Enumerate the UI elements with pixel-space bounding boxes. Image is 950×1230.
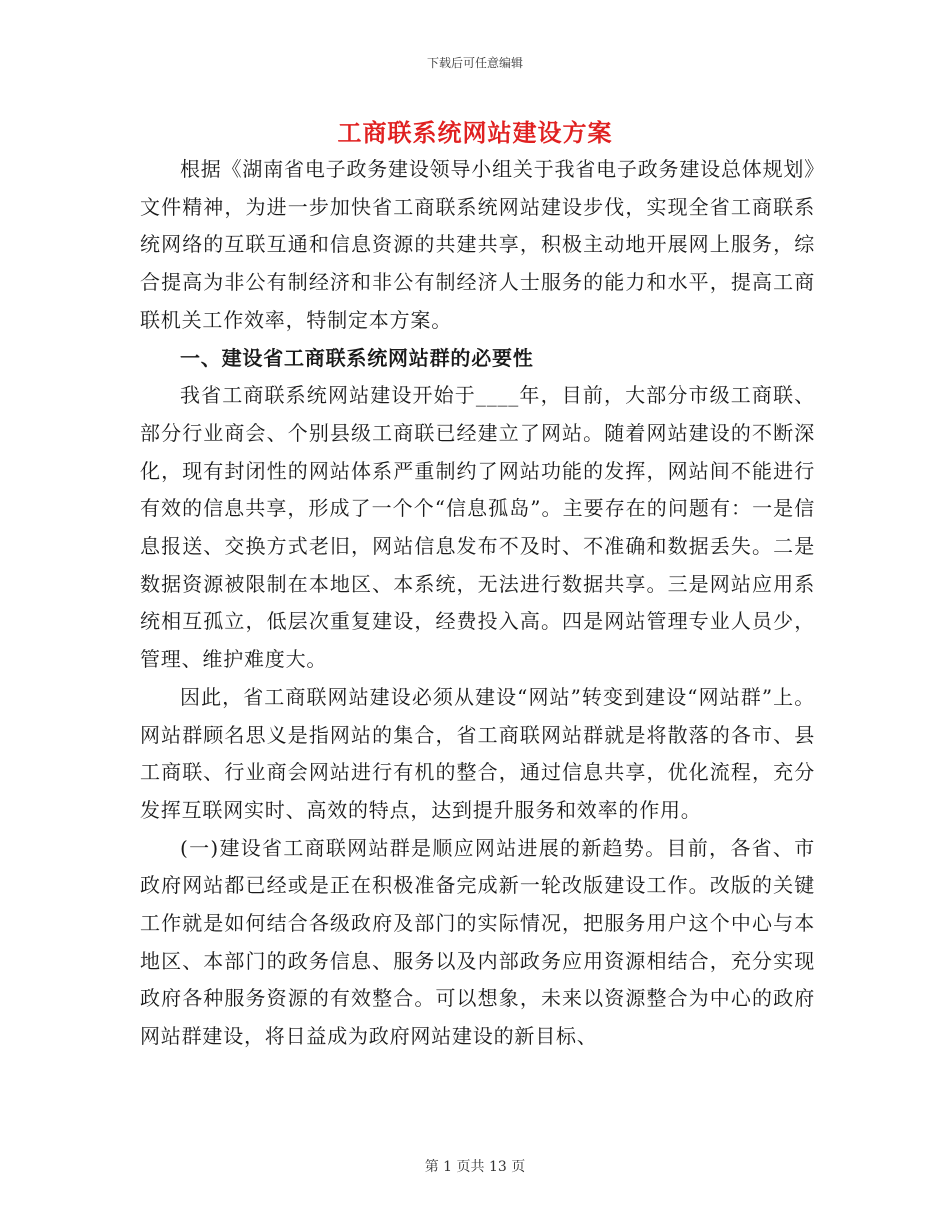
paragraph-background: 我省工商联系统网站建设开始于____年，目前，大部分市级工商联、部分行业商会、个别县级工商联已经建立了网站。随着网站建设的不断深化，现有封闭性的网站体系严重制约了网站功能的发挥，网站间不能进行有效的信息共享，形成了一个个“信息孤岛”。主要存在的问题有：一是信息报送、交换方式老旧，网站信息发布不及时、不准确和数据丢失。二是数据资源被限制在本地区、本系统，无法进行数据共享。三是网站应用系统相互孤立，低层次重复建设，经费投入高。四是网站管理专业人员少，管理、维护难度大。 [140,383,815,672]
document-body [140,151,815,1056]
page-footer: 第 1 页共 13 页 [424,1159,526,1175]
paragraph-website-group: 因此，省工商联网站建设必须从建设“网站”转变到建设“网站群”上。网站群顾名思义是指网站的集合，省工商联网站群就是将散落的各市、县工商联、行业商会网站进行有机的整合，通过信息共享，优化流程，充分发挥互联网实时、高效的特点，达到提升服务和效率的作用。 [140,684,815,822]
paragraph-intro: 根据《湖南省电子政务建设领导小组关于我省电子政务建设总体规划》文件精神，为进一步加快省工商联系统网站建设步伐，实现全省工商联系统网络的互联互通和信息资源的共建共享，积极主动地开展网上服务，综合提高为非公有制经济和非公有制经济人士服务的能力和水平，提高工商联机关工作效率，特制定本方案。 [140,157,815,332]
section-heading-1: 一、建设省工商联系统网站群的必要性 [180,345,534,370]
paragraph-subsection-1: (一)建设省工商联网站群是顺应网站进展的新趋势。目前，各省、市政府网站都已经或是正在积极准备完成新一轮改版建设工作。改版的关键工作就是如何结合各级政府及部门的实际情况，把服务用户这个中心与本地区、本部门的政务信息、服务以及内部政务应用资源相结合，充分实现政府各种服务资源的有效整合。可以想象，未来以资源整合为中心的政府网站群建设，将日益成为政府网站建设的新目标、 [140,835,815,1049]
header-note: 下载后可任意编辑 [426,56,523,70]
document-title: 工商联系统网站建设方案 [337,118,613,147]
